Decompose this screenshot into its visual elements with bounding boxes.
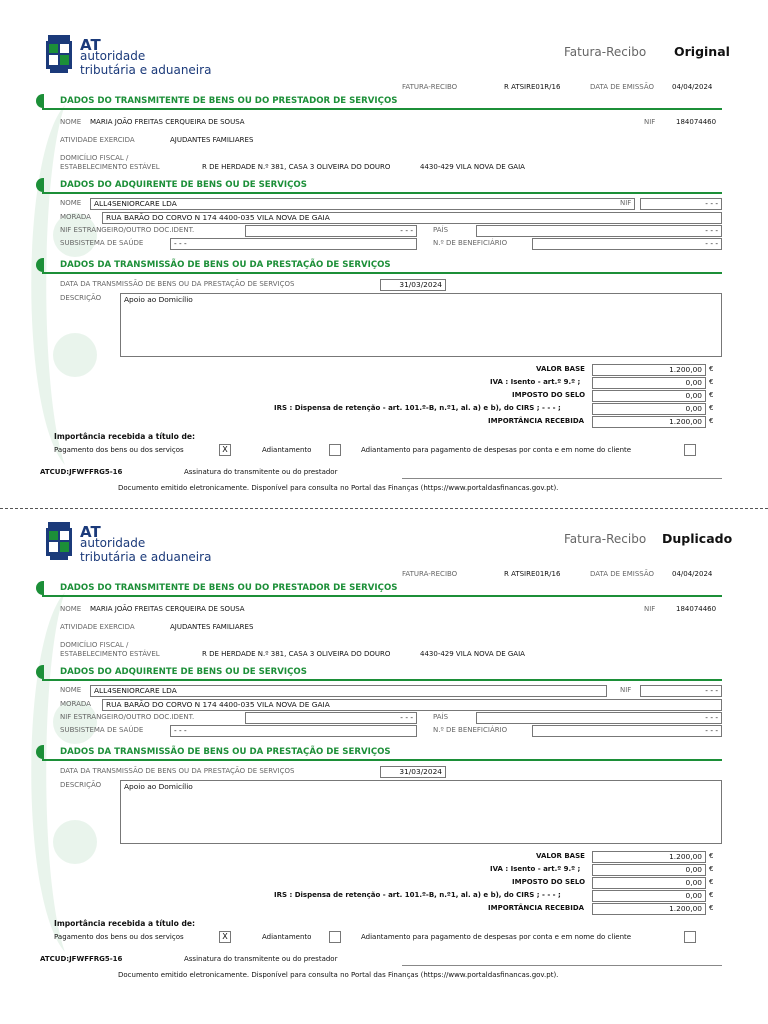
section-divider bbox=[42, 108, 722, 110]
buyer-address-field: RUA BARÃO DO CORVO N 174 4400-035 VILA NOVA DE GAIA bbox=[102, 699, 722, 711]
buyer-country-field: - - - bbox=[476, 712, 722, 724]
buyer-address-label: MORADA bbox=[60, 213, 91, 221]
buyer-beneficiary-label: N.º DE BENEFICIÁRIO bbox=[433, 239, 508, 247]
buyer-section-title: DADOS DO ADQUIRENTE DE BENS OU DE SERVIÇOS bbox=[60, 180, 307, 190]
buyer-name-label: NOME bbox=[60, 199, 82, 207]
seller-nif-label: NIF bbox=[644, 605, 656, 613]
brand-at: AT bbox=[80, 36, 101, 54]
buyer-name-label: NOME bbox=[60, 686, 82, 694]
seller-address: R DE HERDADE N.º 381, CASA 3 OLIVEIRA DO DOURO bbox=[202, 650, 391, 658]
buyer-section-title: DADOS DO ADQUIRENTE DE BENS OU DE SERVIÇOS bbox=[60, 667, 307, 677]
copy-label: Original bbox=[674, 44, 730, 59]
iva-label: IVA : Isento - art.º 9.º ; bbox=[490, 865, 581, 873]
seller-address-label-2: ESTABELECIMENTO ESTÁVEL bbox=[60, 163, 160, 171]
doc-number: R ATSIRE01R/16 bbox=[504, 83, 561, 91]
payment-opt1-label: Pagamento dos bens ou dos serviços bbox=[54, 933, 184, 941]
at-logo-icon bbox=[46, 522, 72, 560]
selo-label: IMPOSTO DO SELO bbox=[512, 878, 586, 886]
buyer-foreign-nif-field: - - - bbox=[245, 712, 417, 724]
selo-field: 0,00 bbox=[592, 390, 706, 402]
section-divider bbox=[42, 679, 722, 681]
buyer-foreign-nif-label: NIF ESTRANGEIRO/OUTRO DOC.IDENT. bbox=[60, 713, 195, 721]
currency-symbol: € bbox=[709, 391, 714, 399]
section-marker bbox=[36, 178, 44, 192]
date-label: DATA DE EMISSÃO bbox=[590, 570, 655, 578]
buyer-country-field: - - - bbox=[476, 225, 722, 237]
seller-activity: AJUDANTES FAMILIARES bbox=[170, 136, 254, 144]
atcud: ATCUD:JFWFFRG5-16 bbox=[40, 468, 123, 476]
currency-symbol: € bbox=[709, 865, 714, 873]
section-marker bbox=[36, 745, 44, 759]
currency-symbol: € bbox=[709, 878, 714, 886]
section-divider bbox=[42, 759, 722, 761]
transaction-section-title: DADOS DA TRANSMISSÃO DE BENS OU DA PRESTAÇÃO DE SERVIÇOS bbox=[60, 747, 391, 757]
transaction-description-field: Apoio ao Domicílio bbox=[120, 293, 722, 357]
seller-address-label-1: DOMICÍLIO FISCAL / bbox=[60, 154, 129, 162]
transaction-desc-label: DESCRIÇÃO bbox=[60, 781, 102, 789]
seller-section-title: DADOS DO TRANSMITENTE DE BENS OU DO PRESTADOR DE SERVIÇOS bbox=[60, 583, 398, 593]
seller-postal: 4430-429 VILA NOVA DE GAIA bbox=[420, 163, 525, 171]
iva-field: 0,00 bbox=[592, 377, 706, 389]
iva-label: IVA : Isento - art.º 9.º ; bbox=[490, 378, 581, 386]
date-value: 04/04/2024 bbox=[672, 83, 713, 91]
currency-symbol: € bbox=[709, 904, 714, 912]
payment-opt2-label: Adiantamento bbox=[262, 933, 312, 941]
buyer-address-field: RUA BARÃO DO CORVO N 174 4400-035 VILA NOVA DE GAIA bbox=[102, 212, 722, 224]
buyer-address-label: MORADA bbox=[60, 700, 91, 708]
irs-field: 0,00 bbox=[592, 403, 706, 415]
at-logo-icon bbox=[46, 35, 72, 73]
payment-opt1-checkbox: X bbox=[219, 931, 231, 943]
buyer-beneficiary-field: - - - bbox=[532, 238, 722, 250]
buyer-nif-field: - - - bbox=[640, 198, 722, 210]
selo-label: IMPOSTO DO SELO bbox=[512, 391, 586, 399]
currency-symbol: € bbox=[709, 852, 714, 860]
received-label: IMPORTÂNCIA RECEBIDA bbox=[488, 417, 585, 425]
copy-label: Duplicado bbox=[662, 531, 733, 546]
receipt-duplicate bbox=[0, 487, 768, 987]
doc-label: FATURA-RECIBO bbox=[402, 83, 458, 91]
doc-type-label: Fatura-Recibo bbox=[564, 532, 647, 546]
buyer-health-label: SUBSISTEMA DE SAÚDE bbox=[60, 726, 144, 734]
currency-symbol: € bbox=[709, 365, 714, 373]
payment-opt2-label: Adiantamento bbox=[262, 446, 312, 454]
buyer-beneficiary-field: - - - bbox=[532, 725, 722, 737]
iva-field: 0,00 bbox=[592, 864, 706, 876]
seller-postal: 4430-429 VILA NOVA DE GAIA bbox=[420, 650, 525, 658]
buyer-health-field: - - - bbox=[170, 725, 417, 737]
doc-label: FATURA-RECIBO bbox=[402, 570, 458, 578]
transaction-description-field: Apoio ao Domicílio bbox=[120, 780, 722, 844]
section-divider bbox=[42, 595, 722, 597]
brand-line1: autoridade bbox=[80, 49, 146, 63]
brand-at: AT bbox=[80, 523, 101, 541]
date-value: 04/04/2024 bbox=[672, 570, 713, 578]
currency-symbol: € bbox=[709, 404, 714, 412]
buyer-foreign-nif-label: NIF ESTRANGEIRO/OUTRO DOC.IDENT. bbox=[60, 226, 195, 234]
section-divider bbox=[42, 192, 722, 194]
payment-opt2-checkbox bbox=[329, 444, 341, 456]
buyer-health-label: SUBSISTEMA DE SAÚDE bbox=[60, 239, 144, 247]
payment-opt3-checkbox bbox=[684, 444, 696, 456]
payment-title: Importância recebida a título de: bbox=[54, 432, 196, 441]
buyer-name-field: ALL4SENIORCARE LDA bbox=[90, 685, 607, 697]
section-marker bbox=[36, 665, 44, 679]
transaction-date-field: 31/03/2024 bbox=[380, 766, 446, 778]
brand-line1: autoridade bbox=[80, 536, 146, 550]
seller-activity-label: ATIVIDADE EXERCIDA bbox=[60, 136, 135, 144]
brand-line2: tributária e aduaneira bbox=[80, 63, 212, 77]
received-field: 1.200,00 bbox=[592, 416, 706, 428]
buyer-nif-label: NIF bbox=[620, 686, 632, 694]
seller-address-label-1: DOMICÍLIO FISCAL / bbox=[60, 641, 129, 649]
date-label: DATA DE EMISSÃO bbox=[590, 83, 655, 91]
buyer-country-label: PAÍS bbox=[433, 713, 449, 721]
currency-symbol: € bbox=[709, 378, 714, 386]
payment-opt1-checkbox: X bbox=[219, 444, 231, 456]
section-marker bbox=[36, 581, 44, 595]
transaction-date-field: 31/03/2024 bbox=[380, 279, 446, 291]
seller-section-title: DADOS DO TRANSMITENTE DE BENS OU DO PRESTADOR DE SERVIÇOS bbox=[60, 96, 398, 106]
signature-label: Assinatura do transmitente ou do prestador bbox=[184, 468, 338, 476]
transaction-date-label: DATA DA TRANSMISSÃO DE BENS OU DA PRESTAÇÃO DE SERVIÇOS bbox=[60, 280, 295, 288]
signature-label: Assinatura do transmitente ou do prestador bbox=[184, 955, 338, 963]
payment-opt1-label: Pagamento dos bens ou dos serviços bbox=[54, 446, 184, 454]
payment-opt3-label: Adiantamento para pagamento de despesas por conta e em nome do cliente bbox=[361, 446, 632, 454]
received-field: 1.200,00 bbox=[592, 903, 706, 915]
payment-title: Importância recebida a título de: bbox=[54, 919, 196, 928]
buyer-nif-label: NIF bbox=[620, 199, 632, 207]
buyer-beneficiary-label: N.º DE BENEFICIÁRIO bbox=[433, 726, 508, 734]
brand-line2: tributária e aduaneira bbox=[80, 550, 212, 564]
seller-address-label-2: ESTABELECIMENTO ESTÁVEL bbox=[60, 650, 160, 658]
payment-opt2-checkbox bbox=[329, 931, 341, 943]
transaction-desc-label: DESCRIÇÃO bbox=[60, 294, 102, 302]
seller-name: MARIA JOÃO FREITAS CERQUEIRA DE SOUSA bbox=[90, 605, 245, 613]
electronic-note: Documento emitido eletronicamente. Disponível para consulta no Portal das Finanças (https://www.portaldasfinancas.gov.pt). bbox=[118, 484, 559, 492]
seller-nif-label: NIF bbox=[644, 118, 656, 126]
seller-name: MARIA JOÃO FREITAS CERQUEIRA DE SOUSA bbox=[90, 118, 245, 126]
base-label: VALOR BASE bbox=[536, 852, 585, 860]
base-field: 1.200,00 bbox=[592, 364, 706, 376]
seller-activity: AJUDANTES FAMILIARES bbox=[170, 623, 254, 631]
buyer-name-field: ALL4SENIORCARE LDA bbox=[90, 198, 635, 210]
receipt-original bbox=[0, 0, 768, 500]
signature-line bbox=[402, 965, 722, 966]
payment-opt3-checkbox bbox=[684, 931, 696, 943]
currency-symbol: € bbox=[709, 417, 714, 425]
transaction-date-label: DATA DA TRANSMISSÃO DE BENS OU DA PRESTAÇÃO DE SERVIÇOS bbox=[60, 767, 295, 775]
selo-field: 0,00 bbox=[592, 877, 706, 889]
atcud: ATCUD:JFWFFRG5-16 bbox=[40, 955, 123, 963]
transaction-section-title: DADOS DA TRANSMISSÃO DE BENS OU DA PRESTAÇÃO DE SERVIÇOS bbox=[60, 260, 391, 270]
section-divider bbox=[42, 272, 722, 274]
seller-name-label: NOME bbox=[60, 118, 82, 126]
signature-line bbox=[402, 478, 722, 479]
buyer-foreign-nif-field: - - - bbox=[245, 225, 417, 237]
electronic-note: Documento emitido eletronicamente. Disponível para consulta no Portal das Finanças (https://www.portaldasfinancas.gov.pt). bbox=[118, 971, 559, 979]
seller-nif: 184074460 bbox=[676, 118, 717, 126]
buyer-country-label: PAÍS bbox=[433, 226, 449, 234]
irs-label: IRS : Dispensa de retenção - art. 101.º-B, n.º1, al. a) e b), do CIRS ; - - - ; bbox=[274, 891, 561, 899]
seller-name-label: NOME bbox=[60, 605, 82, 613]
received-label: IMPORTÂNCIA RECEBIDA bbox=[488, 904, 585, 912]
irs-field: 0,00 bbox=[592, 890, 706, 902]
doc-type-label: Fatura-Recibo bbox=[564, 45, 647, 59]
section-marker bbox=[36, 94, 44, 108]
seller-activity-label: ATIVIDADE EXERCIDA bbox=[60, 623, 135, 631]
section-marker bbox=[36, 258, 44, 272]
base-field: 1.200,00 bbox=[592, 851, 706, 863]
buyer-health-field: - - - bbox=[170, 238, 417, 250]
payment-opt3-label: Adiantamento para pagamento de despesas por conta e em nome do cliente bbox=[361, 933, 632, 941]
currency-symbol: € bbox=[709, 891, 714, 899]
base-label: VALOR BASE bbox=[536, 365, 585, 373]
seller-nif: 184074460 bbox=[676, 605, 717, 613]
seller-address: R DE HERDADE N.º 381, CASA 3 OLIVEIRA DO DOURO bbox=[202, 163, 391, 171]
irs-label: IRS : Dispensa de retenção - art. 101.º-B, n.º1, al. a) e b), do CIRS ; - - - ; bbox=[274, 404, 561, 412]
doc-number: R ATSIRE01R/16 bbox=[504, 570, 561, 578]
buyer-nif-field: - - - bbox=[640, 685, 722, 697]
